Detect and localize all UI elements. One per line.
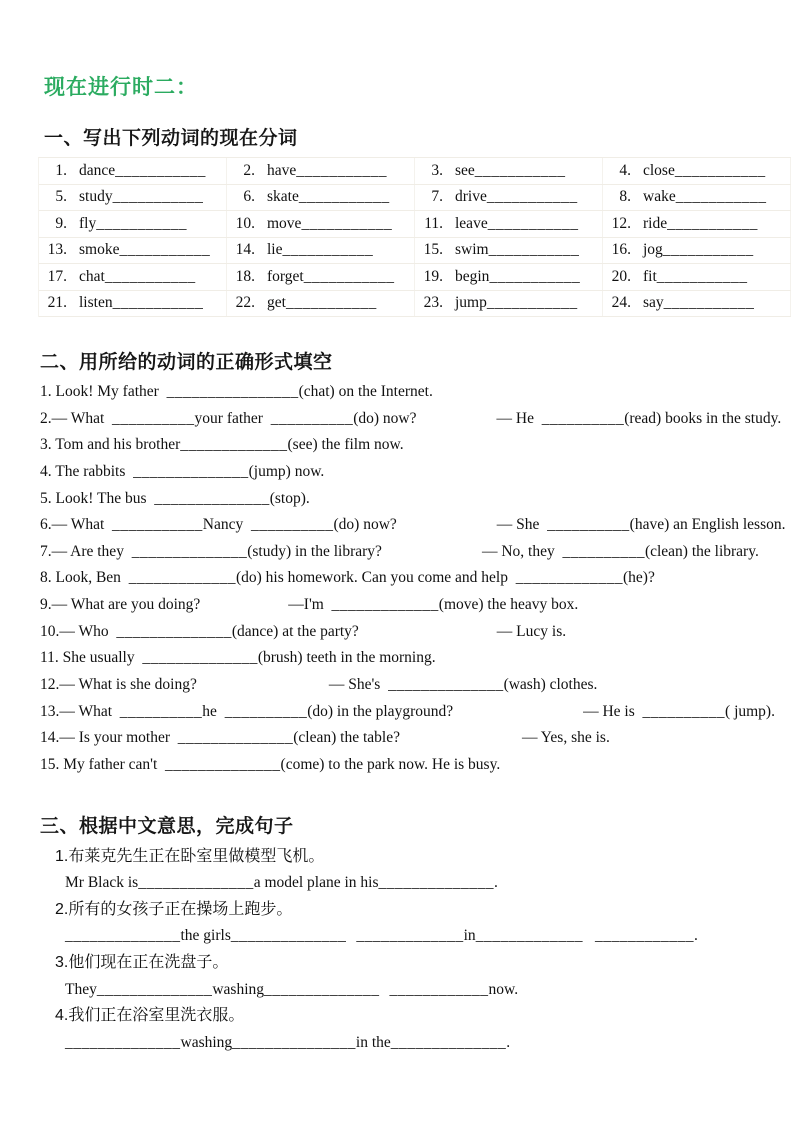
verb-number: 14. [235,241,255,259]
verb-word: drive [455,188,487,206]
verb-cell [415,238,603,264]
verb-number: 8. [619,188,631,206]
answer-blank[interactable]: ______________ [388,676,504,694]
line-text: 5. Look! The bus [40,489,155,507]
answer-blank[interactable]: __________ [251,516,334,534]
line-text: (move) the heavy box. [438,596,579,614]
verb-number: 9. [55,214,67,232]
answer-blank[interactable]: ______________ [177,729,294,747]
verb-word: smoke [79,241,120,259]
verb-number: 11. [424,214,443,232]
verb-word: chat [79,267,105,285]
verb-cell [39,185,227,211]
answer-blank[interactable]: ___________ [488,241,580,259]
verb-number: 3. [431,161,443,179]
section3-heading: 三、根据中文意思，完成句子 [40,815,294,837]
verb-number: 15. [423,241,443,259]
answer-blank[interactable]: __________ [119,702,203,720]
verb-word: close [643,161,675,179]
line-text: 2.— What [40,409,113,427]
line-text: (do) now? [333,516,397,534]
verb-word: move [267,214,302,232]
answer-blank[interactable]: ________________ [166,383,299,400]
line-text: . [506,1033,511,1051]
answer-blank[interactable]: _____________ [515,569,623,587]
answer-blank[interactable]: ______________ [131,542,248,560]
answer-blank[interactable]: ___________ [486,188,578,206]
fill-blank-line [40,379,793,406]
answer-blank[interactable]: __________ [547,516,630,534]
chinese-prompt: 3.他们现在正在洗盘子。 [55,954,229,972]
fill-blank-line [40,432,793,459]
answer-blank[interactable]: ___________ [662,241,754,259]
verb-word: jog [643,241,663,259]
verb-cell [415,185,603,211]
verb-number: 19. [423,267,443,285]
line-text: (clean) the library. [644,542,759,560]
verb-cell [39,238,227,264]
verb-word: dance [79,161,116,179]
answer-blank[interactable]: ______________ [142,649,258,667]
verb-word: study [79,188,113,206]
verb-number: 17. [47,267,67,285]
verb-word: forget [267,267,304,285]
answer-blank[interactable]: ___________ [674,161,766,179]
verb-cell [39,211,227,237]
answer-blank[interactable]: ______________ [230,927,347,945]
section3-items [40,844,793,1057]
verb-number: 2. [243,161,255,179]
line-text: 3. Tom and his brother [40,436,181,454]
verb-cell [227,158,415,184]
verb-cell [415,158,603,184]
line-text: (jump) now. [248,462,325,480]
line-text: washing [212,980,265,998]
verb-number: 4. [619,161,631,179]
line-text: 10.— Who [40,622,117,640]
line-text: (have) an English lesson. [629,516,786,534]
verb-cell [227,238,415,264]
answer-blank[interactable]: ______________ [154,489,270,507]
answer-blank[interactable]: ___________ [282,241,374,259]
line-text: — No, they [481,542,563,560]
answer-blank[interactable]: ___________ [285,294,377,312]
verb-word: say [643,294,664,312]
verb-cell [227,211,415,237]
verb-table-row [39,264,791,291]
line-text: — He is [583,702,643,720]
answer-blank[interactable]: ___________ [296,161,388,179]
line-text: in the [355,1033,391,1051]
verb-number: 13. [47,241,67,259]
fill-blank-line [40,619,793,646]
verb-word: have [267,161,297,179]
verb-word: fit [643,267,657,285]
answer-blank[interactable]: ___________ [303,267,395,285]
line-text: (do) now? [353,409,417,427]
verb-table-row [39,238,791,265]
answer-blank[interactable]: ___________ [489,267,581,285]
line-text: They [65,980,97,998]
answer-blank[interactable]: _______________ [232,1033,356,1051]
answer-blank[interactable]: ___________ [96,214,187,232]
answer-blank[interactable]: _____________ [331,596,439,614]
answer-blank[interactable]: ____________ [594,927,694,945]
answer-blank[interactable]: ___________ [675,188,767,206]
answer-blank[interactable]: ______________ [138,874,254,892]
fill-blank-line [40,752,793,779]
answer-blank[interactable]: ______________ [165,755,281,773]
verb-cell [603,291,791,317]
fill-blank-line [40,592,793,619]
section1-heading: 一、写出下列动词的现在分词 [44,128,298,149]
answer-blank[interactable]: ___________ [656,267,748,285]
fill-blank-line [40,672,793,699]
line-text: (see) the film now. [287,436,404,454]
verb-cell [415,211,603,237]
verb-number: 24. [611,294,631,312]
line-text: (dance) at the party? [231,622,359,640]
verb-word: jump [455,294,487,312]
english-sentence [40,870,793,897]
line-text: (study) in the library? [247,542,382,560]
line-text: (chat) on the Internet. [298,383,433,400]
chinese-prompt: 2.所有的女孩子正在操场上跑步。 [55,900,293,918]
gap-spacer [583,939,595,940]
verb-word: see [455,161,475,179]
verb-number: 7. [431,188,443,206]
answer-blank[interactable]: ___________ [115,161,206,179]
answer-blank[interactable]: ___________ [119,241,211,259]
gap-spacer [417,422,497,423]
line-text: (clean) the table? [293,729,400,747]
line-text: Mr Black is [65,874,139,892]
verb-word: leave [455,214,488,232]
line-text: (do) in the playground? [307,702,454,720]
verb-number: 6. [243,188,255,206]
answer-blank[interactable]: _____________ [128,569,236,587]
answer-blank[interactable]: ______________ [133,462,249,480]
verb-word: ride [643,214,668,232]
answer-blank[interactable]: ______________ [378,874,495,892]
fill-blank-line [40,539,793,566]
answer-blank[interactable]: __________ [541,409,625,427]
answer-blank[interactable]: ___________ [298,188,390,206]
chinese-prompt: 4.我们正在浴室里洗衣服。 [55,1007,245,1025]
gap-spacer [346,939,356,940]
verb-number: 22. [235,294,255,312]
line-text: (brush) teeth in the morning. [257,649,436,667]
line-text: (stop). [269,489,310,507]
gap-spacer [397,528,497,529]
gap-spacer [400,741,522,742]
answer-blank[interactable]: ___________ [301,214,393,232]
verb-number: 23. [423,294,443,312]
english-sentence [40,923,793,950]
gap-spacer [382,555,482,556]
section2-heading: 二、用所给的动词的正确形式填空 [40,352,333,373]
line-text: — She [496,516,548,534]
fill-blank-line [40,512,793,539]
line-text: — He [496,409,542,427]
verb-cell [227,291,415,317]
line-text: 9.— What are you doing? [40,596,201,614]
verb-table-row [39,291,791,318]
verb-word: skate [267,188,299,206]
line-text: — Lucy is. [496,622,567,640]
answer-blank[interactable]: ____________ [389,980,489,998]
verb-cell [603,158,791,184]
answer-blank[interactable]: ___________ [667,214,758,232]
line-text: 14.— Is your mother [40,729,178,747]
line-text: 12.— What is she doing? [40,676,197,694]
verb-cell [415,264,603,290]
gap-spacer [359,635,497,636]
verb-table-row [39,185,791,212]
verb-word: fly [79,214,97,232]
line-text: Nancy [202,516,251,534]
answer-blank[interactable]: __________ [562,542,645,560]
answer-blank[interactable]: ______________ [96,980,213,998]
verb-cell [603,185,791,211]
line-text: the girls [180,927,231,945]
line-text: 4. The rabbits [40,462,134,480]
answer-blank[interactable]: ______________ [65,927,181,945]
verb-table-row [39,211,791,238]
line-text: he [202,702,225,720]
verb-number: 21. [47,294,67,312]
verb-cell [39,264,227,290]
verb-number: 10. [235,214,255,232]
line-text: 6.— What [40,516,113,534]
answer-blank[interactable]: __________ [270,409,354,427]
answer-blank[interactable]: ______________ [116,622,232,640]
english-sentence [40,1030,793,1057]
verb-number: 5. [55,188,67,206]
line-text: ( jump). [725,702,775,720]
line-text: your father [194,409,271,427]
verb-number: 18. [235,267,255,285]
verb-word: swim [455,241,489,259]
answer-blank[interactable]: ___________ [487,214,579,232]
verb-number: 12. [611,214,631,232]
english-sentence [40,977,793,1004]
gap-spacer [380,993,390,994]
answer-blank[interactable]: __________ [112,409,195,427]
verb-number: 1. [55,161,67,179]
answer-blank[interactable]: _____________ [356,927,464,945]
answer-blank[interactable]: ___________ [112,516,203,534]
chinese-prompt: 1.布莱克先生正在卧室里做模型飞机。 [55,847,325,865]
fill-blank-line [40,645,793,672]
answer-blank[interactable]: ______________ [264,980,380,998]
verb-cell [603,238,791,264]
answer-blank[interactable]: _____________ [180,436,288,454]
answer-blank[interactable]: __________ [224,702,308,720]
verb-number: 16. [611,241,631,259]
verb-word: lie [267,241,283,259]
line-text: 11. She usually [40,649,143,667]
verb-table-row [39,158,791,185]
line-text: in [463,927,476,945]
line-text: (read) books in the study. [624,409,782,427]
fill-blank-line [40,699,793,726]
fill-blank-line [40,486,793,513]
answer-blank[interactable]: __________ [642,702,726,720]
verb-word: begin [455,267,490,285]
fill-blank-line [40,459,793,486]
answer-blank[interactable]: ___________ [663,294,755,312]
line-text: 1. Look! My father [40,383,167,400]
line-text: 7.— Are they [40,542,132,560]
answer-blank[interactable]: _____________ [475,927,583,945]
verb-number: 20. [611,267,631,285]
verb-word: listen [79,294,113,312]
line-text: . [693,927,698,945]
page-title: 现在进行时二： [44,76,198,99]
line-text: (he)? [623,569,655,587]
gap-spacer [197,688,329,689]
answer-blank[interactable]: ______________ [65,1033,181,1051]
line-text: now. [488,980,519,998]
section2-lines [40,379,793,779]
answer-blank[interactable]: ___________ [112,294,204,312]
verb-cell [603,264,791,290]
gap-spacer [200,608,288,609]
verb-cell [39,291,227,317]
answer-blank[interactable]: ______________ [390,1033,507,1051]
line-text: 13.— What [40,702,120,720]
verb-cell [227,264,415,290]
verb-word: get [267,294,286,312]
verb-cell [227,185,415,211]
answer-blank[interactable]: ___________ [104,267,196,285]
line-text: (do) his homework. Can you come and help [235,569,516,587]
verb-cell [603,211,791,237]
answer-blank[interactable]: ___________ [112,188,204,206]
fill-blank-line [40,406,793,433]
line-text: . [494,874,498,892]
line-text: — Yes, she is. [521,729,610,747]
line-text: a model plane in his [253,874,379,892]
fill-blank-line [40,725,793,752]
line-text: 8. Look, Ben [40,569,129,587]
answer-blank[interactable]: ___________ [486,294,578,312]
verb-cell [415,291,603,317]
answer-blank[interactable]: ___________ [474,161,566,179]
verb-table [38,157,791,317]
line-text: —I'm [288,596,332,614]
line-text: (come) to the park now. He is busy. [280,755,501,773]
line-text: 15. My father can't [40,755,166,773]
gap-spacer [453,715,583,716]
fill-blank-line [40,565,793,592]
line-text: washing [180,1033,233,1051]
line-text: (wash) clothes. [503,676,598,694]
line-text: — She's [328,676,389,694]
verb-cell [39,158,227,184]
verb-word: wake [643,188,676,206]
